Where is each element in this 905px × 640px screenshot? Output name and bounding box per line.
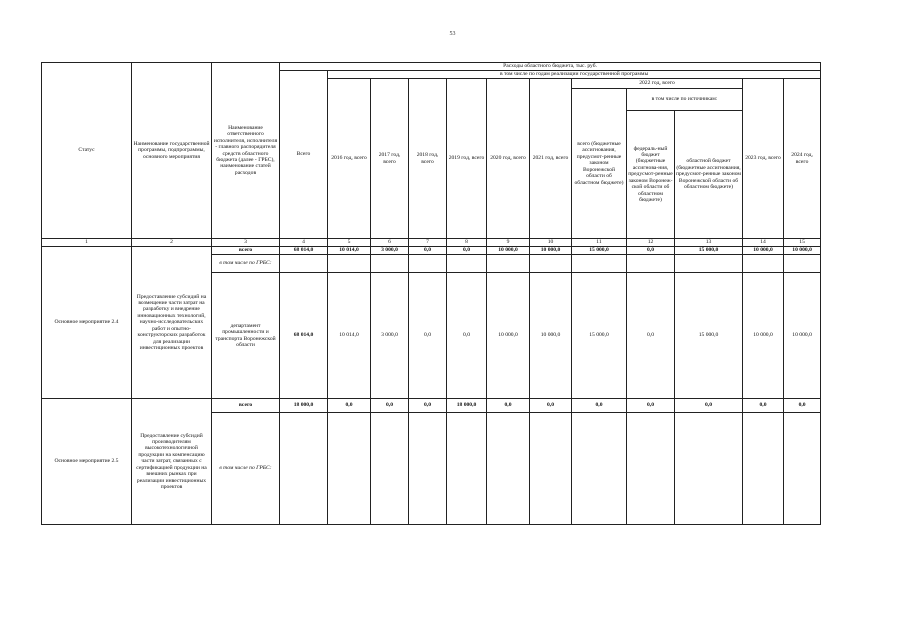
row-24-total-value: 0,0 bbox=[447, 247, 487, 255]
header-regional: областной бюджет (бюджетные ассигнования, предусмот-ренные законом Воронежской области об областном бюджете) bbox=[675, 111, 743, 239]
row-24-total-value: 10 014,0 bbox=[328, 247, 371, 255]
row-24-total-value: 15 000,0 bbox=[675, 247, 743, 255]
row-24-dept-value: 10 000,0 bbox=[487, 273, 530, 399]
header-sources: в том числе по источникам: bbox=[627, 89, 743, 111]
column-number: 6 bbox=[371, 239, 409, 247]
budget-table-sheet bbox=[41, 62, 820, 525]
row-24-grbs-label: в том числе по ГРБС: bbox=[212, 255, 280, 273]
budget-table bbox=[41, 62, 821, 525]
row-24-dept-label: департамент промышленности и транспорта Воронежской области bbox=[212, 273, 280, 399]
column-number: 10 bbox=[530, 239, 572, 247]
column-number: 1 bbox=[42, 239, 132, 247]
row-25-grbs-label: в том числе по ГРБС: bbox=[212, 413, 280, 525]
header-status: Статус bbox=[42, 63, 132, 239]
row-25-status: Основное мероприятие 2.5 bbox=[42, 399, 132, 525]
column-number: 2 bbox=[132, 239, 212, 247]
header-by-years: в том числе по годам реализации государственной программы bbox=[328, 71, 821, 79]
row-24-total-value: 0,0 bbox=[627, 247, 675, 255]
row-24-dept-value: 0,0 bbox=[447, 273, 487, 399]
table-row bbox=[42, 399, 821, 413]
column-number: 12 bbox=[627, 239, 675, 247]
column-number: 3 bbox=[212, 239, 280, 247]
header-2019: 2019 год, всего bbox=[447, 79, 487, 239]
header-federal: федераль-ный бюджет (бюджетные ассигнова-ния, предусмот-ренные законом Воронеж-ской области об областном бюджете) bbox=[627, 111, 675, 239]
row-25-total-value: 0,0 bbox=[627, 399, 675, 413]
row-25-total-value: 0,0 bbox=[487, 399, 530, 413]
column-number: 4 bbox=[280, 239, 328, 247]
header-2024: 2024 год, всего bbox=[784, 79, 821, 239]
row-25-total-value: 18 000,0 bbox=[280, 399, 328, 413]
header-2022: 2022 год, всего bbox=[572, 79, 743, 89]
header-executor-name: Наименование ответственного исполнителя, исполнителя - главного распорядителя средств областного бюджета (далее - ГРБС), наименование статей расходов bbox=[212, 63, 280, 239]
column-number: 9 bbox=[487, 239, 530, 247]
column-number: 7 bbox=[409, 239, 447, 247]
column-number: 13 bbox=[675, 239, 743, 247]
row-25-total-value: 0,0 bbox=[675, 399, 743, 413]
row-25-total-value: 0,0 bbox=[328, 399, 371, 413]
column-number: 8 bbox=[447, 239, 487, 247]
header-2020: 2020 год, всего bbox=[487, 79, 530, 239]
row-24-total-value: 68 014,0 bbox=[280, 247, 328, 255]
row-25-total-value: 0,0 bbox=[784, 399, 821, 413]
header-2016: 2016 год, всего bbox=[328, 79, 371, 239]
row-25-total-value: 0,0 bbox=[409, 399, 447, 413]
row-24-status: Основное мероприятие 2.4 bbox=[42, 247, 132, 399]
row-24-dept-value: 10 000,0 bbox=[743, 273, 784, 399]
row-24-dept-value: 68 014,0 bbox=[280, 273, 328, 399]
row-24-dept-value: 10 014,0 bbox=[328, 273, 371, 399]
header-2022-all: всего (бюджетные ассигнования, предусмот-ренные законом Воронежской области об областном бюджете) bbox=[572, 89, 627, 239]
row-24-total-value: 0,0 bbox=[409, 247, 447, 255]
row-24-total-value: 10 000,0 bbox=[743, 247, 784, 255]
row-24-total-value: 10 000,0 bbox=[487, 247, 530, 255]
row-24-dept-value: 0,0 bbox=[627, 273, 675, 399]
row-25-total-value: 0,0 bbox=[572, 399, 627, 413]
header-2017: 2017 год, всего bbox=[371, 79, 409, 239]
row-24-total-value: 10 000,0 bbox=[530, 247, 572, 255]
row-24-total-value: 15 000,0 bbox=[572, 247, 627, 255]
column-number: 15 bbox=[784, 239, 821, 247]
row-24-name: Предоставление субсидий на возмещение части затрат на разработку и внедрение инновационных технологий, научно-исследовательских работ и опытно-конструкторских разработок для реализации инвестиционных проектов bbox=[132, 247, 212, 399]
header-expenses-title: Расходы областного бюджета, тыс. руб. bbox=[280, 63, 821, 71]
row-24-total-label: всего bbox=[212, 247, 280, 255]
row-25-total-label: всего bbox=[212, 399, 280, 413]
column-number: 5 bbox=[328, 239, 371, 247]
column-numbers-row bbox=[42, 239, 821, 247]
row-24-dept-value: 10 000,0 bbox=[530, 273, 572, 399]
row-25-name: Предоставление субсидий производителям высокотехнологичной продукции на компенсацию части затрат, связанных с сертификацией продукции на внешних рынках при реализации инвестиционных проектов bbox=[132, 399, 212, 525]
row-24-dept-value: 0,0 bbox=[409, 273, 447, 399]
header-total: Всего bbox=[280, 71, 328, 239]
page-number: 53 bbox=[449, 31, 456, 37]
table-row bbox=[42, 247, 821, 255]
header-2018: 2018 год, всего bbox=[409, 79, 447, 239]
row-24-total-value: 10 000,0 bbox=[784, 247, 821, 255]
column-number: 14 bbox=[743, 239, 784, 247]
row-24-dept-value: 15 000,0 bbox=[675, 273, 743, 399]
row-24-dept-value: 15 000,0 bbox=[572, 273, 627, 399]
row-24-total-value: 3 000,0 bbox=[371, 247, 409, 255]
row-24-dept-value: 10 000,0 bbox=[784, 273, 821, 399]
row-24-dept-value: 3 000,0 bbox=[371, 273, 409, 399]
row-25-total-value: 0,0 bbox=[743, 399, 784, 413]
header-2023: 2023 год, всего bbox=[743, 79, 784, 239]
header-program-name: Наименование государственной программы, подпрограммы, основного мероприятия bbox=[132, 63, 212, 239]
row-25-total-value: 0,0 bbox=[371, 399, 409, 413]
column-number: 11 bbox=[572, 239, 627, 247]
row-25-total-value: 18 000,0 bbox=[447, 399, 487, 413]
row-25-total-value: 0,0 bbox=[530, 399, 572, 413]
header-2021: 2021 год, всего bbox=[530, 79, 572, 239]
